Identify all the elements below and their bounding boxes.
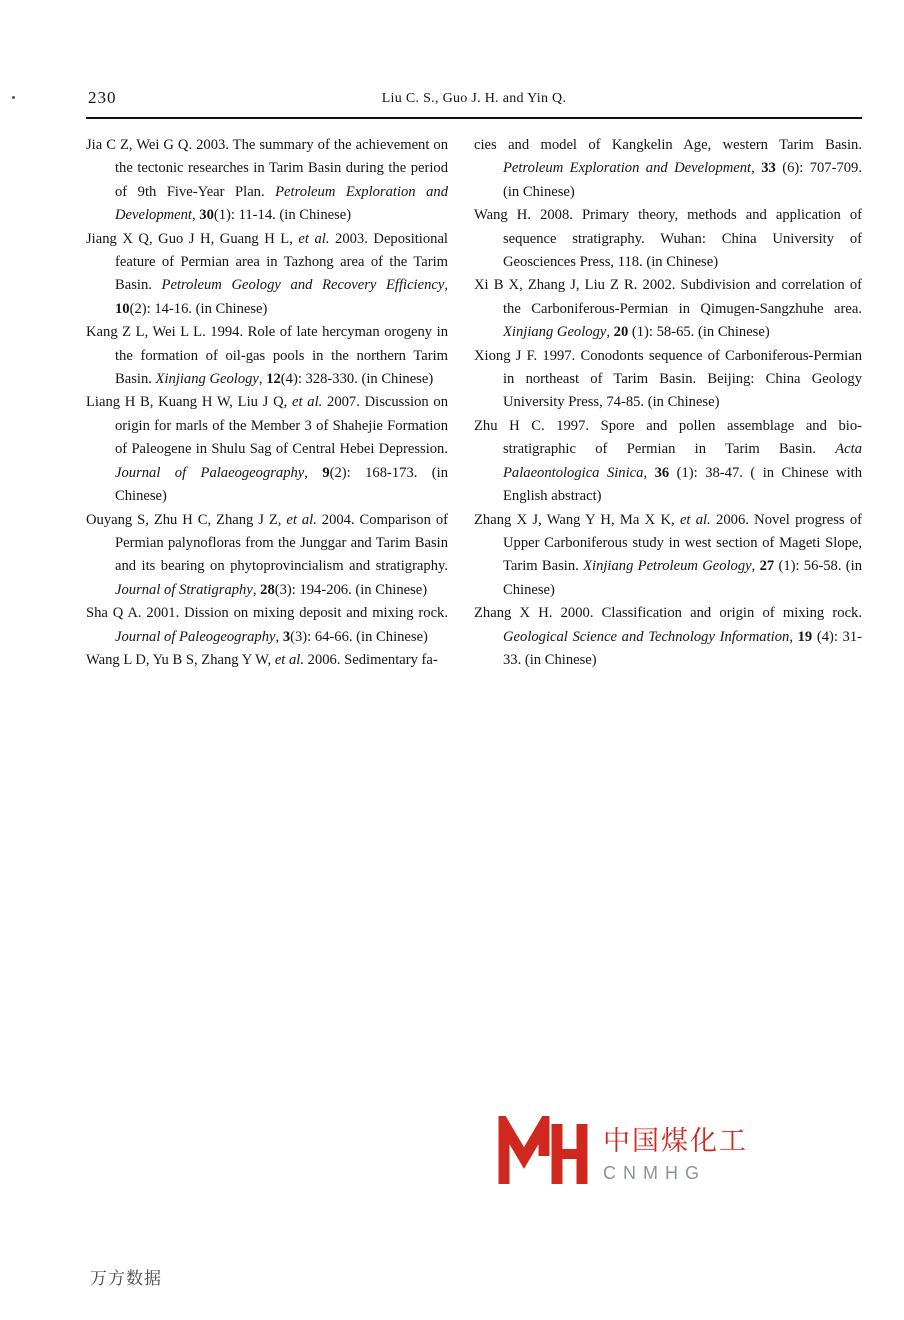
reference-entry [474,415,862,509]
reference-entry [474,345,862,415]
reference-segment: , [789,628,798,645]
publisher-logo [497,1116,748,1186]
page-number: 230 [88,88,117,107]
reference-entry [86,321,448,391]
reference-segment: Sha Q A. 2001. Dission on mixing deposit and mixing rock. [86,605,448,622]
reference-segment: 3 [282,628,291,645]
reference-segment: Jiang X Q, Guo J H, Guang H L, [86,230,299,247]
reference-segment: et al. [286,511,317,528]
reference-segment: Xinjiang Geology [503,324,607,341]
reference-segment: cies and model of Kangkelin Age, western Tarim Basin. [474,137,862,153]
reference-segment: Liang H B, Kuang H W, Liu J Q, [86,394,293,411]
reference-segment: Jia C Z, Wei G Q. 2003. The summary of the achievement on the tectonic researches in Tarim Basin during the period of 9th Five-Year Plan. [86,137,448,200]
reference-entry [86,228,448,322]
reference-segment: et al. [274,651,304,668]
reference-entry [474,134,862,204]
reference-entry [474,274,862,344]
reference-entry [474,602,862,672]
reference-segment: Xinjiang Geology [155,371,259,388]
reference-segment: Journal of Palaeogeography [115,464,305,481]
reference-segment: Acta Palaeontologica Sinica [503,441,862,481]
reference-segment: 2007. Discussion on origin for marls of the Member 3 of Shahejie Formation of Paleogene in Shulu Sag of Central Hebei Depression. [115,394,448,458]
reference-segment: 9 [322,464,330,481]
reference-segment: Geological Science and Technology Information [503,628,790,645]
reference-segment: Zhang X H. 2000. Classification and origin of mixing rock. [474,605,862,622]
reference-segment: (1): 58-65. (in Chinese) [628,324,770,341]
reference-segment: Petroleum Exploration and Development [503,160,752,177]
reference-segment: , [606,324,614,341]
reference-segment: , [444,277,448,294]
logo-latin-text: CNMHG [603,1162,706,1183]
reference-segment: 19 [797,628,813,645]
page-header [88,88,860,110]
reference-segment: 2006. Sedimentary fa- [304,651,438,668]
reference-segment: 28 [260,581,275,598]
wanfang-watermark: 万方数据 [90,1269,162,1288]
reference-segment: (2): 168-173. (in Chinese) [115,464,448,505]
reference-segment: Journal of Stratigraphy [115,581,253,598]
references-section [86,134,862,672]
reference-segment: 33 [761,160,776,177]
scan-speck [12,96,15,99]
reference-segment: (2): 14-16. (in Chinese) [129,300,268,317]
reference-segment: 2006. Novel progress of Upper Carboniferous study in west section of Mageti Slope, Tarim Basin. [503,511,862,575]
reference-segment: , [751,558,760,575]
reference-segment: 20 [613,324,629,341]
reference-segment: et al. [298,230,330,247]
reference-segment: 30 [199,207,214,224]
reference-segment: 36 [654,464,670,481]
reference-entry [86,134,448,228]
reference-segment: 12 [266,371,281,388]
reference-segment: 2004. Comparison of Permian palynofloras from the Junggar and Tarim Basin and its bearing on phytoprovincialism and stratigraphy. [115,511,448,575]
reference-segment: , [643,464,655,481]
reference-segment: Zhu H C. 1997. Spore and pollen assemblage and bio-stratigraphic of Permian in Tarim Basin. [474,417,862,458]
reference-segment: , [258,371,267,388]
reference-segment: (1): 38-47. ( in Chinese with English abstract) [503,464,863,505]
reference-entry [86,649,448,672]
reference-segment: , [252,581,261,598]
reference-segment: 10 [115,300,130,317]
reference-segment: (4): 31-33. (in Chinese) [503,628,862,668]
reference-segment: , [192,207,200,224]
reference-segment: (3): 194-206. (in Chinese) [274,581,428,598]
reference-entry [474,204,862,274]
references-column-left [86,134,448,672]
running-header: Liu C. S., Guo J. H. and Yin Q. [381,91,567,106]
reference-segment: Xinjiang Petroleum Geology [583,558,752,575]
reference-segment: , [304,464,323,481]
reference-entry [474,509,862,603]
logo-chinese-text: 中国煤化工 [603,1125,748,1156]
reference-segment: Kang Z L, Wei L L. 1994. Role of late hercyman orogeny in the formation of oil-gas pools in the northern Tarim Basin. [86,324,448,388]
reference-segment: (6): 707-709. (in Chinese) [503,160,863,200]
reference-segment: Ouyang S, Zhu H C, Zhang J Z, [86,511,287,528]
reference-segment: Zhang X J, Wang Y H, Ma X K, [474,511,680,528]
header-rule [86,117,862,119]
reference-entry [86,391,448,508]
reference-segment: Journal of Paleogeography [115,628,276,645]
reference-entry [86,602,448,649]
reference-segment: , [275,628,283,645]
logo-text-block [603,1119,748,1184]
reference-segment: , [751,160,762,177]
reference-segment: Xiong J F. 1997. Conodonts sequence of Carboniferous-Permian in northeast of Tarim Basin. Beijing: China Geology University Press, 74-85. (in Chinese) [474,347,862,411]
reference-segment: (3): 64-66. (in Chinese) [290,628,428,645]
reference-segment: (1): 11-14. (in Chinese) [213,207,352,224]
reference-segment: Wang L D, Yu B S, Zhang Y W, [86,651,275,668]
reference-entry [86,509,448,603]
references-column-right [474,134,862,672]
reference-segment: 27 [759,558,775,575]
reference-segment: Wang H. 2008. Primary theory, methods and application of sequence stratigraphy. Wuhan: China University of Geosciences Press, 118. (in Chinese) [474,207,862,271]
reference-segment: Xi B X, Zhang J, Liu Z R. 2002. Subdivision and correlation of the Carboniferous-Permian in Qimugen-Sangzhuhe area. [474,277,862,317]
reference-segment: Petroleum Exploration and Development [115,183,448,224]
reference-segment: et al. [679,511,711,528]
cnmhg-logo-icon [497,1116,589,1186]
reference-segment: (4): 328-330. (in Chinese) [280,371,434,388]
reference-segment: 2003. Depositional feature of Permian area in Tazhong area of the Tarim Basin. [115,230,448,294]
reference-segment: Petroleum Geology and Recovery Efficiency [161,277,445,294]
reference-segment: (1): 56-58. (in Chinese) [503,558,862,598]
reference-segment: et al. [292,394,323,411]
